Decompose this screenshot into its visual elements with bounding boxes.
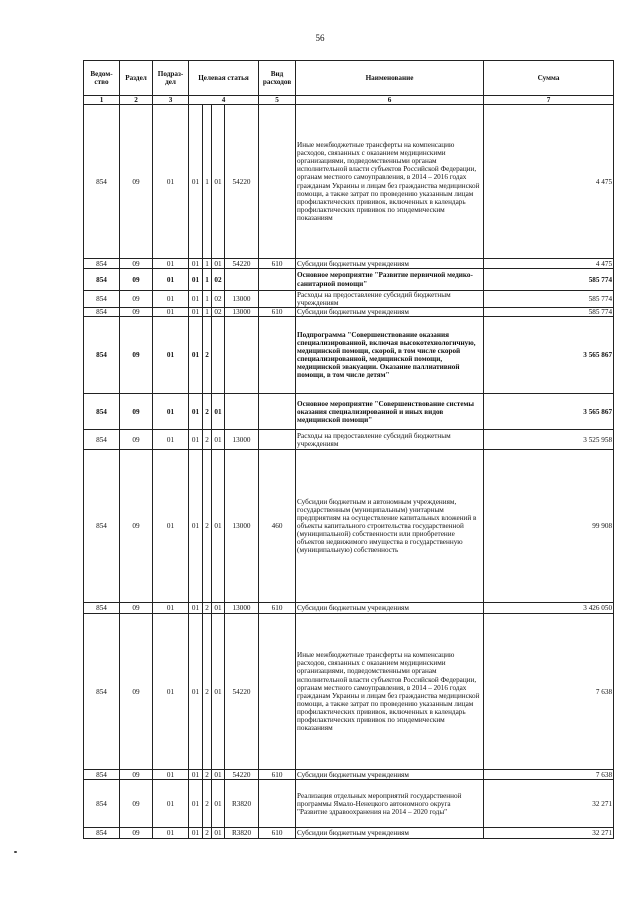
cell-program: 01 <box>189 269 203 291</box>
cell-summa: 3 565 867 <box>484 394 614 430</box>
cell-razdel: 09 <box>120 603 153 614</box>
cell-program: 01 <box>189 317 203 394</box>
page-number: 56 <box>315 33 325 43</box>
cell-vid-raskhodov <box>259 105 296 259</box>
cell-summa: 3 565 867 <box>484 317 614 394</box>
cell-vid-raskhodov: 610 <box>259 308 296 317</box>
cell-program: 01 <box>189 308 203 317</box>
cell-vid-raskhodov: 610 <box>259 828 296 839</box>
cell-vedomstvo: 854 <box>84 105 120 259</box>
cell-naimenovanie: Иные межбюджетные трансферты на компенсацию расходов, связанных с оказанием медицинскими организациями, подведомственными органам исполнительной власти субъектов Российской Федерации, органам местного самоуправления, в 2014 – 2016 годах гражданам Украины и лицам без гражданства медицинской помощи, а также затрат по проведению указанным лицам профилактических прививок, включенных в календарь профилактических прививок по эпидемическим показаниям <box>296 105 484 259</box>
cell-vid-raskhodov <box>259 269 296 291</box>
budget-table <box>83 60 614 839</box>
table-row <box>84 308 614 317</box>
cell-direction: 54220 <box>225 770 259 780</box>
table-row <box>84 614 614 770</box>
cell-program: 01 <box>189 259 203 269</box>
cell-summa: 585 774 <box>484 269 614 291</box>
cell-direction: 54220 <box>225 614 259 770</box>
cell-naimenovanie: Субсидии бюджетным учреждениям <box>296 308 484 317</box>
table-row <box>84 828 614 839</box>
cell-program: 01 <box>189 603 203 614</box>
cell-summa: 32 271 <box>484 780 614 828</box>
cell-podrazdel: 01 <box>153 105 189 259</box>
col-number: 1 <box>84 96 120 105</box>
cell-direction <box>225 317 259 394</box>
cell-program: 01 <box>189 394 203 430</box>
header-razdel: Раздел <box>120 61 153 96</box>
cell-subprogram: 2 <box>203 394 212 430</box>
col-number: 6 <box>296 96 484 105</box>
cell-razdel: 09 <box>120 770 153 780</box>
cell-vid-raskhodov: 460 <box>259 450 296 603</box>
cell-measure: 01 <box>212 780 225 828</box>
col-number: 2 <box>120 96 153 105</box>
cell-naimenovanie: Субсидии бюджетным учреждениям <box>296 828 484 839</box>
cell-vid-raskhodov <box>259 430 296 450</box>
cell-podrazdel: 01 <box>153 394 189 430</box>
table-row <box>84 770 614 780</box>
table-row <box>84 291 614 308</box>
header-tselevaya-statya: Целевая статья <box>189 61 259 96</box>
cell-direction: R3820 <box>225 828 259 839</box>
table-row <box>84 430 614 450</box>
header-vid-raskhodov: Вид расходов <box>259 61 296 96</box>
cell-naimenovanie: Основное мероприятие "Развитие первичной медико-санитарной помощи" <box>296 269 484 291</box>
cell-razdel: 09 <box>120 317 153 394</box>
cell-subprogram: 2 <box>203 770 212 780</box>
cell-razdel: 09 <box>120 269 153 291</box>
table-row <box>84 394 614 430</box>
cell-podrazdel: 01 <box>153 450 189 603</box>
cell-summa: 585 774 <box>484 291 614 308</box>
cell-podrazdel: 01 <box>153 317 189 394</box>
cell-razdel: 09 <box>120 828 153 839</box>
cell-direction: R3820 <box>225 780 259 828</box>
column-number-row <box>84 96 614 105</box>
cell-summa: 7 638 <box>484 770 614 780</box>
col-number: 5 <box>259 96 296 105</box>
cell-measure: 01 <box>212 259 225 269</box>
cell-direction: 13000 <box>225 291 259 308</box>
cell-measure: 02 <box>212 291 225 308</box>
cell-subprogram: 2 <box>203 317 212 394</box>
cell-direction: 13000 <box>225 430 259 450</box>
header-row <box>84 61 614 96</box>
cell-vid-raskhodov <box>259 614 296 770</box>
cell-measure <box>212 317 225 394</box>
cell-subprogram: 1 <box>203 269 212 291</box>
cell-podrazdel: 01 <box>153 308 189 317</box>
cell-vedomstvo: 854 <box>84 450 120 603</box>
table-row <box>84 780 614 828</box>
cell-summa: 99 908 <box>484 450 614 603</box>
cell-podrazdel: 01 <box>153 269 189 291</box>
scan-mark <box>14 851 17 853</box>
cell-measure: 02 <box>212 308 225 317</box>
cell-direction: 54220 <box>225 105 259 259</box>
cell-program: 01 <box>189 780 203 828</box>
header-naimenovanie: Наименование <box>296 61 484 96</box>
cell-subprogram: 2 <box>203 430 212 450</box>
cell-vid-raskhodov <box>259 780 296 828</box>
cell-subprogram: 2 <box>203 614 212 770</box>
cell-subprogram: 1 <box>203 308 212 317</box>
cell-direction: 13000 <box>225 308 259 317</box>
table-row <box>84 603 614 614</box>
cell-vedomstvo: 854 <box>84 317 120 394</box>
cell-measure: 01 <box>212 105 225 259</box>
header-summa: Сумма <box>484 61 614 96</box>
cell-podrazdel: 01 <box>153 259 189 269</box>
cell-podrazdel: 01 <box>153 770 189 780</box>
table-row <box>84 450 614 603</box>
cell-podrazdel: 01 <box>153 828 189 839</box>
cell-subprogram: 1 <box>203 291 212 308</box>
cell-naimenovanie: Расходы на предоставление субсидий бюджетным учреждениям <box>296 291 484 308</box>
cell-vedomstvo: 854 <box>84 394 120 430</box>
cell-direction: 13000 <box>225 603 259 614</box>
cell-measure: 01 <box>212 770 225 780</box>
cell-direction: 54220 <box>225 259 259 269</box>
cell-vid-raskhodov <box>259 317 296 394</box>
cell-measure: 01 <box>212 430 225 450</box>
cell-program: 01 <box>189 828 203 839</box>
cell-program: 01 <box>189 614 203 770</box>
cell-razdel: 09 <box>120 430 153 450</box>
cell-vid-raskhodov: 610 <box>259 259 296 269</box>
cell-razdel: 09 <box>120 308 153 317</box>
cell-direction: 13000 <box>225 450 259 603</box>
cell-measure: 01 <box>212 394 225 430</box>
cell-naimenovanie: Субсидии бюджетным учреждениям <box>296 259 484 269</box>
cell-podrazdel: 01 <box>153 430 189 450</box>
cell-summa: 4 475 <box>484 259 614 269</box>
header-vedomstvo: Ведом-ство <box>84 61 120 96</box>
cell-vid-raskhodov: 610 <box>259 770 296 780</box>
cell-vedomstvo: 854 <box>84 308 120 317</box>
cell-naimenovanie: Реализация отдельных мероприятий государственной программы Ямало-Ненецкого автономного округа "Развитие здравоохранения на 2014 – 2020 годы" <box>296 780 484 828</box>
cell-vedomstvo: 854 <box>84 770 120 780</box>
cell-subprogram: 1 <box>203 259 212 269</box>
table-row <box>84 259 614 269</box>
table-body <box>84 105 614 839</box>
cell-summa: 585 774 <box>484 308 614 317</box>
cell-vid-raskhodov <box>259 291 296 308</box>
cell-podrazdel: 01 <box>153 780 189 828</box>
cell-summa: 4 475 <box>484 105 614 259</box>
cell-program: 01 <box>189 450 203 603</box>
cell-razdel: 09 <box>120 259 153 269</box>
cell-naimenovanie: Субсидии бюджетным учреждениям <box>296 603 484 614</box>
cell-razdel: 09 <box>120 291 153 308</box>
table-row <box>84 269 614 291</box>
cell-vedomstvo: 854 <box>84 780 120 828</box>
cell-podrazdel: 01 <box>153 291 189 308</box>
header-podrazdel: Подраз-дел <box>153 61 189 96</box>
table-row <box>84 105 614 259</box>
cell-razdel: 09 <box>120 780 153 828</box>
cell-razdel: 09 <box>120 105 153 259</box>
table-row <box>84 317 614 394</box>
cell-program: 01 <box>189 770 203 780</box>
cell-naimenovanie: Основное мероприятие "Совершенствование системы оказания специализированной и иных видов медицинской помощи" <box>296 394 484 430</box>
cell-direction <box>225 269 259 291</box>
cell-measure: 01 <box>212 450 225 603</box>
col-number: 7 <box>484 96 614 105</box>
cell-subprogram: 2 <box>203 603 212 614</box>
cell-subprogram: 2 <box>203 828 212 839</box>
cell-subprogram: 1 <box>203 105 212 259</box>
cell-measure: 01 <box>212 828 225 839</box>
cell-vedomstvo: 854 <box>84 291 120 308</box>
cell-vedomstvo: 854 <box>84 430 120 450</box>
cell-razdel: 09 <box>120 614 153 770</box>
cell-naimenovanie: Подпрограмма "Совершенствование оказания специализированной, включая высокотехнологичную, медицинской помощи, скорой, в том числе скорой специализированной, медицинской помощи, медицинской эвакуации. Оказание паллиативной помощи, в том числе детям" <box>296 317 484 394</box>
cell-naimenovanie: Субсидии бюджетным и автономным учреждениям, государственным (муниципальным) унитарным предприятиям на осуществление капитальных вложений в объекты капитального строительства государственной (муниципальной) собственности или приобретение объектов недвижимого имущества в государственную (муниципальную) собственность <box>296 450 484 603</box>
cell-measure: 01 <box>212 603 225 614</box>
cell-subprogram: 2 <box>203 780 212 828</box>
cell-naimenovanie: Расходы на предоставление субсидий бюджетным учреждениям <box>296 430 484 450</box>
cell-naimenovanie: Иные межбюджетные трансферты на компенсацию расходов, связанных с оказанием медицинскими организациями, подведомственными органам исполнительной власти субъектов Российской Федерации, органам местного самоуправления, в 2014 – 2016 годах гражданам Украины и лицам без гражданства медицинской помощи, а также затрат по проведению указанным лицам профилактических прививок, включенных в календарь профилактических прививок по эпидемическим показаниям <box>296 614 484 770</box>
cell-summa: 3 525 958 <box>484 430 614 450</box>
cell-vid-raskhodov <box>259 394 296 430</box>
cell-program: 01 <box>189 291 203 308</box>
cell-program: 01 <box>189 430 203 450</box>
cell-summa: 3 426 050 <box>484 603 614 614</box>
cell-summa: 32 271 <box>484 828 614 839</box>
cell-program: 01 <box>189 105 203 259</box>
cell-vedomstvo: 854 <box>84 269 120 291</box>
cell-podrazdel: 01 <box>153 603 189 614</box>
cell-razdel: 09 <box>120 394 153 430</box>
col-number: 4 <box>189 96 259 105</box>
cell-vedomstvo: 854 <box>84 828 120 839</box>
cell-podrazdel: 01 <box>153 614 189 770</box>
cell-subprogram: 2 <box>203 450 212 603</box>
cell-measure: 01 <box>212 614 225 770</box>
cell-vedomstvo: 854 <box>84 614 120 770</box>
cell-vedomstvo: 854 <box>84 259 120 269</box>
cell-vedomstvo: 854 <box>84 603 120 614</box>
cell-razdel: 09 <box>120 450 153 603</box>
cell-direction <box>225 394 259 430</box>
cell-measure: 02 <box>212 269 225 291</box>
cell-vid-raskhodov: 610 <box>259 603 296 614</box>
cell-summa: 7 638 <box>484 614 614 770</box>
cell-naimenovanie: Субсидии бюджетным учреждениям <box>296 770 484 780</box>
col-number: 3 <box>153 96 189 105</box>
